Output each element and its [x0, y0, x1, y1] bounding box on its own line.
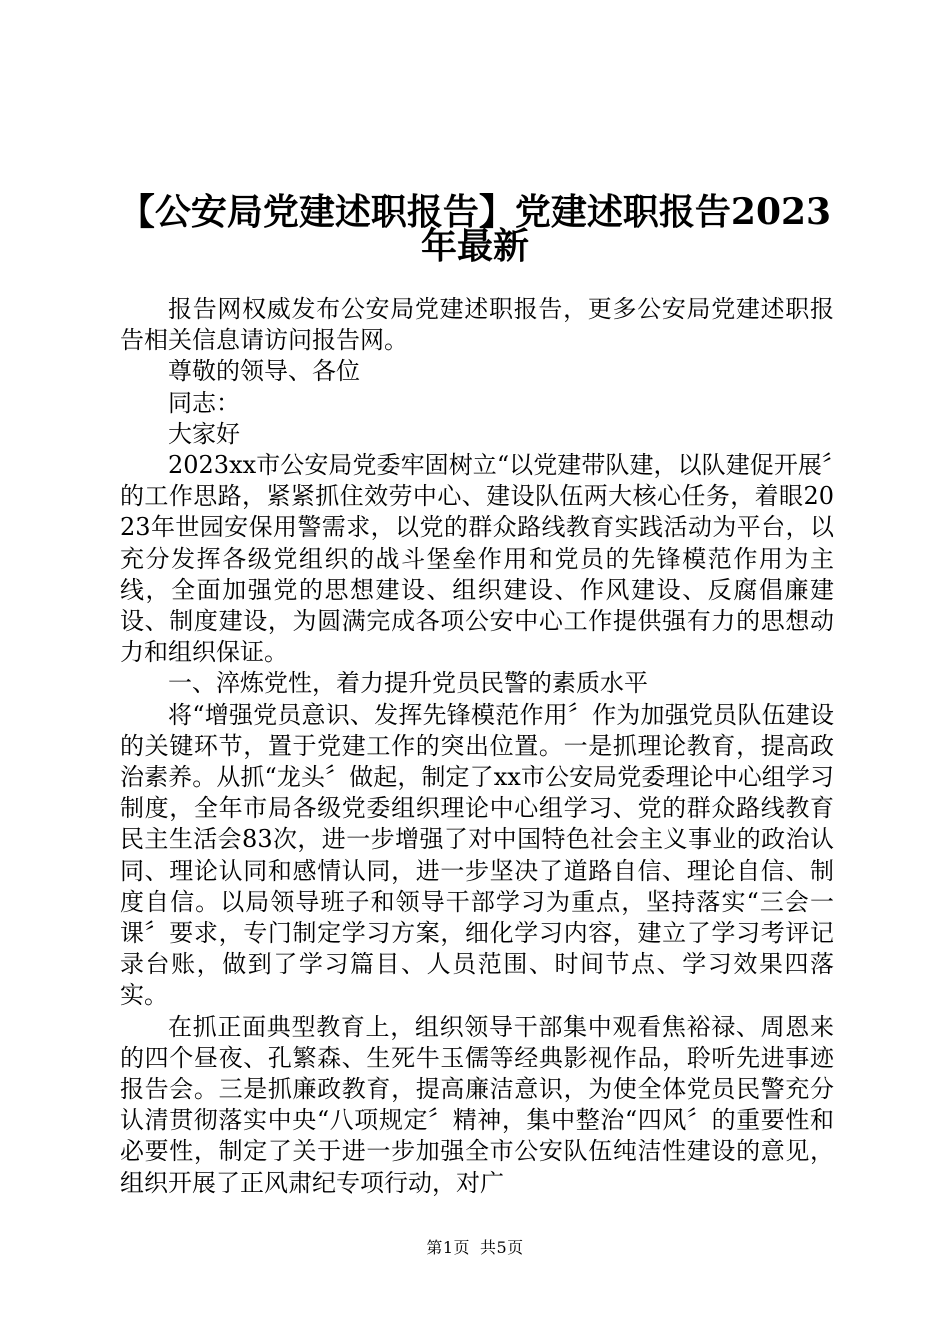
- paragraph-section-body: 将“增强党员意识、发挥先锋模范作用〞作为加强党员队伍建设的关键环节，置于党建工作的突出位置。一是抓理论教育，提高政治素养。从抓“龙头〞做起，制定了xx市公安局党委理论中心组学习制度，全年市局各级党委组织理论中心组学习、党的群众路线教育民主生活会83次，进一步增强了对中国特色社会主义事业的政治认同、理论认同和感情认同，进一步坚决了道路自信、理论自信、制度自信。以局领导班子和领导干部学习为重点，坚持落实“三会一课〞要求，专门制定学习方案，细化学习内容，建立了学习考评记录台账，做到了学习篇目、人员范围、时间节点、学习效果四落实。: [120, 700, 834, 1010]
- paragraph-salutation-cont: 同志：: [168, 388, 240, 417]
- paragraph-typical-education: 在抓正面典型教育上，组织领导干部集中观看焦裕禄、周恩来的四个昼夜、孔繁森、生死牛玉儒等经典影视作品，聆听先进事迹报告会。三是抓廉政教育，提高廉洁意识，为使全体党员民警充分认清贯彻落实中央“八项规定〞精神，集中整治“四风〞的重要性和必要性，制定了关于进一步加强全市公安队伍纯洁性建设的意见，组织开展了正风肃纪专项行动，对广: [120, 1012, 834, 1197]
- document-title-line2: 年最新: [420, 225, 529, 267]
- paragraph-salutation: 尊敬的领导、各位: [168, 357, 360, 386]
- page-footer: [0, 1238, 950, 1258]
- paragraph-overview: 2023xx市公安局党委牢固树立“以党建带队建，以队建促开展〞的工作思路，紧紧抓住效劳中心、建设队伍两大核心任务，着眼2023年世园安保用警需求，以党的群众路线教育实践活动为平台，以充分发挥各级党组织的战斗堡垒作用和党员的先锋模范作用为主线，全面加强党的思想建设、组织建设、作风建设、反腐倡廉建设、制度建设，为圆满完成各项公安中心工作提供强有力的思想动力和组织保证。: [120, 451, 834, 667]
- document-body: [120, 294, 834, 1199]
- section-heading: 一、淬炼党性，着力提升党员民警的素质水平: [168, 669, 648, 698]
- page-total: 共5页: [480, 1238, 524, 1257]
- document-title-line1: 【公安局党建述职报告】党建述职报告2023: [118, 191, 832, 233]
- paragraph-greeting: 大家好: [168, 419, 240, 448]
- page-number: 第1页: [426, 1238, 470, 1257]
- paragraph-intro: 报告网权威发布公安局党建述职报告，更多公安局党建述职报告相关信息请访问报告网。: [120, 295, 834, 355]
